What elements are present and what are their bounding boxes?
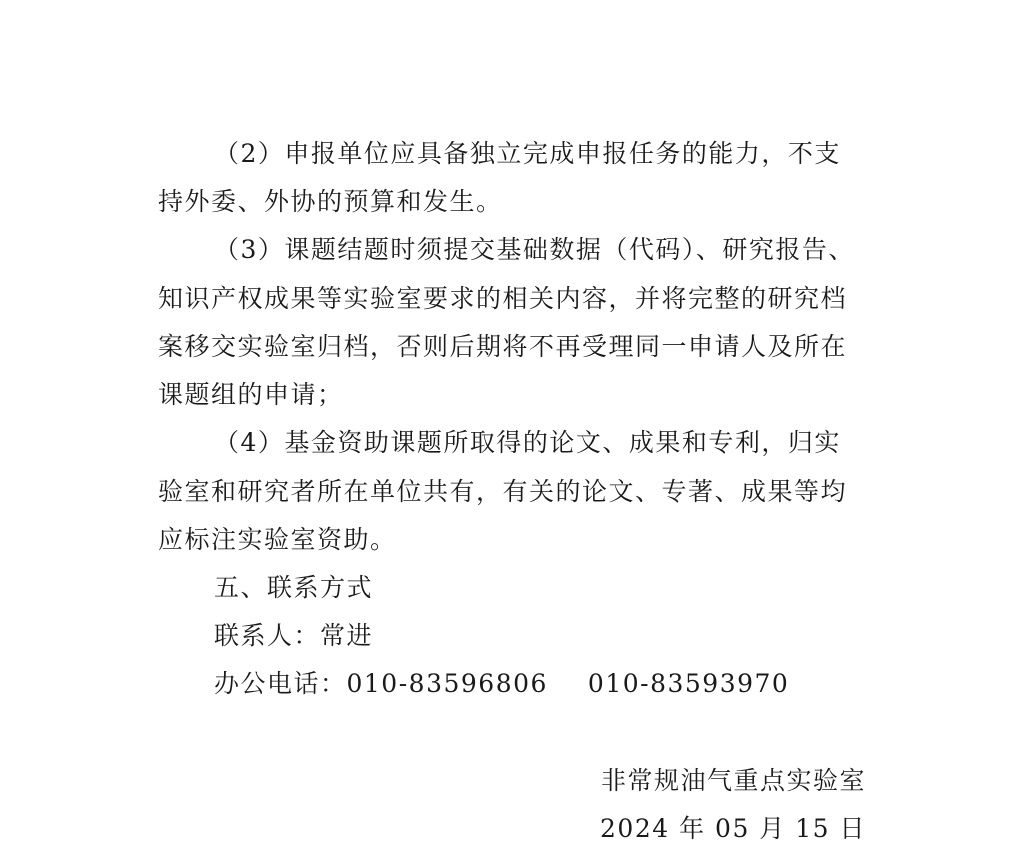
contact-phone [214,669,944,699]
contact-phone-secondary: 010-83593970 [587,669,790,698]
signature-date: 2024 年 05 月 15 日 [600,814,866,843]
paragraph-2-line-1: （2）申报单位应具备独立完成申报任务的能力，不支 [214,139,841,168]
contact-heading: 五、联系方式 [214,573,374,602]
contact-phone-primary: 办公电话：010-83596806 [214,669,548,698]
contact-person: 联系人：常进 [214,621,374,650]
paragraph-3-line-3: 案移交实验室归档，否则后期将不再受理同一申请人及所在 [158,332,848,361]
paragraph-2-line-2: 持外委、外协的预算和发生。 [158,187,503,216]
paragraph-4-line-2: 验室和研究者所在单位共有，有关的论文、专著、成果等均 [158,477,848,506]
paragraph-3-line-4: 课题组的申请； [158,380,344,409]
paragraph-4-line-3: 应标注实验室资助。 [158,525,397,554]
paragraph-3-line-1: （3）课题结题时须提交基础数据（代码）、研究报告、 [214,235,855,264]
paragraph-4-line-1: （4）基金资助课题所取得的论文、成果和专利，归实 [214,428,841,457]
paragraph-3-line-2: 知识产权成果等实验室要求的相关内容，并将完整的研究档 [158,284,848,313]
signature-organization: 非常规油气重点实验室 [600,766,866,795]
